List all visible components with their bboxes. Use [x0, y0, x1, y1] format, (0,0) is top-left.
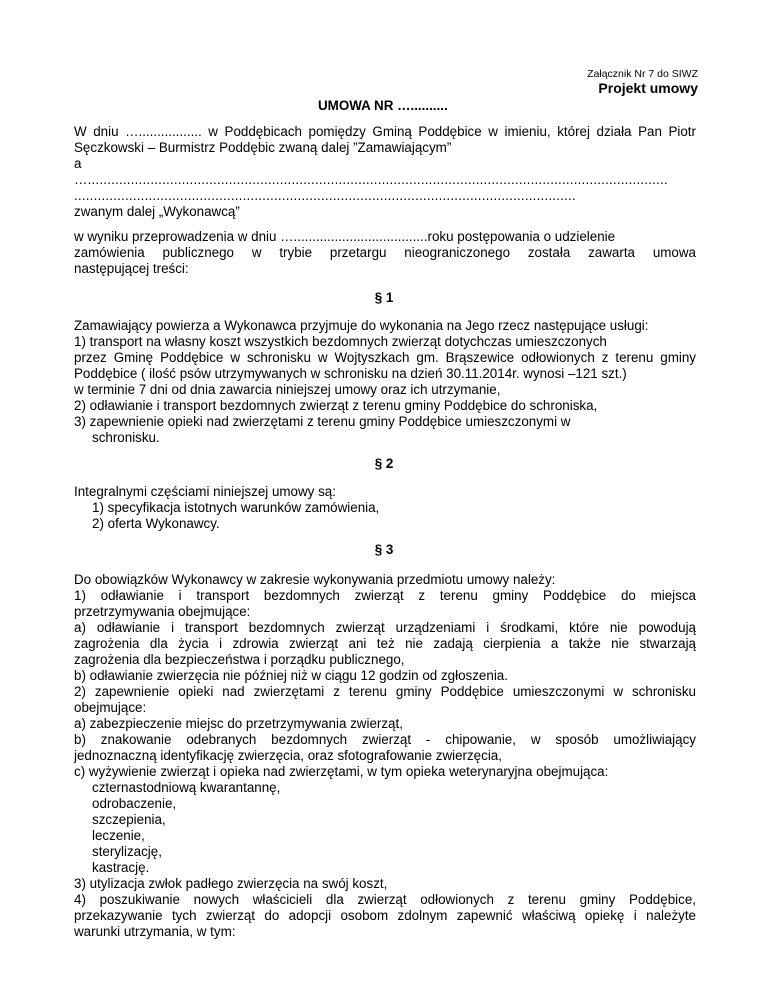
- s3-line-11: b) znakowanie odebranych bezdomnych zwierząt - chipowanie, w sposób umożliwiający: [74, 732, 696, 747]
- s3-line-23: warunki utrzymania, w tym:: [74, 924, 236, 939]
- s1-line-3: przez Gminę Poddębice w schronisku w Wojtyszkach gm. Brąszewice odłowionych z terenu gminy: [74, 350, 696, 365]
- annex-note: Załącznik Nr 7 do SIWZ: [587, 68, 698, 80]
- s3-line-4: a) odławianie i transport bezdomnych zwierząt urządzeniami i środkami, które nie powodują: [74, 620, 696, 635]
- intro-dots-2: ................................................................................................................................: [74, 188, 576, 203]
- project-label: Projekt umowy: [598, 80, 698, 96]
- section-1-heading: § 1: [374, 290, 394, 305]
- intro-line-2: Sęczkowski – Burmistrz Poddębic zwaną dalej ”Zamawiającym”: [74, 140, 452, 155]
- proc-line-2: zamówienia publicznego w trybie przetargu nieograniczonego została zawarta umowa: [74, 245, 696, 260]
- s1-line-6: 2) odławianie i transport bezdomnych zwierząt z terenu gminy Poddębice do schroniska,: [74, 398, 598, 413]
- contract-title: UMOWA NR …..........: [318, 98, 448, 113]
- s1-line-5: w terminie 7 dni od dnia zawarcia niniejszej umowy oraz ich utrzymanie,: [74, 382, 501, 397]
- s3-line-18: sterylizację,: [92, 844, 162, 859]
- s3-line-20: 3) utylizacja zwłok padłego zwierzęcia na swój koszt,: [74, 876, 388, 891]
- s3-line-15: odrobaczenie,: [92, 796, 177, 811]
- intro-line-1: W dniu …................. w Poddębicach pomiędzy Gminą Poddębice w imieniu, której działa Pan Piotr: [74, 124, 696, 139]
- s1-line-7: 3) zapewnienie opieki nad zwierzętami z terenu gminy Poddębice umieszczonymi w: [74, 414, 571, 429]
- s2-line-2: 1) specyfikacja istotnych warunków zamówienia,: [92, 500, 380, 515]
- s1-line-8: schronisku.: [92, 430, 160, 445]
- s3-line-9: obejmujące:: [74, 700, 147, 715]
- s3-line-6: zagrożenia dla bezpieczeństwa i porządku publicznego,: [74, 652, 405, 667]
- s3-line-7: b) odławianie zwierzęcia nie później niż w ciągu 12 godzin od zgłoszenia.: [74, 668, 508, 683]
- s1-line-4: Poddębice ( ilość psów utrzymywanych w schronisku na dzień 30.11.2014r. wynosi –121 szt.): [74, 366, 627, 381]
- intro-line-6: zwanym dalej „Wykonawcą”: [74, 204, 240, 219]
- s3-line-5: zagrożenia dla życia i zdrowia zwierząt ani też nie zadają cierpienia a także nie stwarzają: [74, 636, 696, 651]
- s3-line-3: przetrzymywania obejmujące:: [74, 604, 251, 619]
- section-2-heading: § 2: [374, 456, 394, 471]
- s3-line-19: kastrację.: [92, 860, 150, 875]
- s3-line-1: Do obowiązków Wykonawcy w zakresie wykonywania przedmiotu umowy należy:: [74, 572, 556, 587]
- s3-line-2: 1) odławianie i transport bezdomnych zwierząt z terenu gminy Poddębice do miejsca: [74, 588, 696, 603]
- s3-line-13: c) wyżywienie zwierząt i opieka nad zwierzętami, w tym opieka weterynaryjna obejmująca:: [74, 764, 609, 779]
- s1-line-1: Zamawiający powierza a Wykonawca przyjmuje do wykonania na Jego rzecz następujące usługi:: [74, 318, 649, 333]
- intro-line-3: a: [74, 156, 82, 171]
- s1-line-2: 1) transport na własny koszt wszystkich bezdomnych zwierząt dotychczas umieszczonych: [74, 334, 607, 349]
- s3-line-8: 2) zapewnienie opieki nad zwierzętami z terenu gminy Poddębice umieszczonymi w schronisku: [74, 684, 696, 699]
- s3-line-16: szczepienia,: [92, 812, 166, 827]
- s3-line-14: czternastodniową kwarantannę,: [92, 780, 281, 795]
- s2-line-3: 2) oferta Wykonawcy.: [92, 516, 220, 531]
- s3-line-10: a) zabezpieczenie miejsc do przetrzymywania zwierząt,: [74, 716, 403, 731]
- s3-line-12: jednoznaczną identyfikację zwierzęcia, oraz sfotografowanie zwierzęcia,: [74, 748, 502, 763]
- proc-line-1: w wyniku przeprowadzenia w dniu …....................................roku postępowania o udzielenie: [74, 229, 616, 244]
- s3-line-22: przekazywanie tych zwierząt do adopcji osobom zdolnym zapewnić właściwą opiekę i należyte: [74, 908, 696, 923]
- proc-line-3: następującej treści:: [74, 261, 189, 276]
- s3-line-21: 4) poszukiwanie nowych właścicieli dla zwierząt odłowionych z terenu gminy Poddębice,: [74, 892, 696, 907]
- section-3-heading: § 3: [374, 542, 394, 557]
- s2-line-1: Integralnymi częściami niniejszej umowy są:: [74, 484, 336, 499]
- s3-line-17: leczenie,: [92, 828, 145, 843]
- intro-dots-1: …....................................................................................................................................................: [74, 172, 668, 187]
